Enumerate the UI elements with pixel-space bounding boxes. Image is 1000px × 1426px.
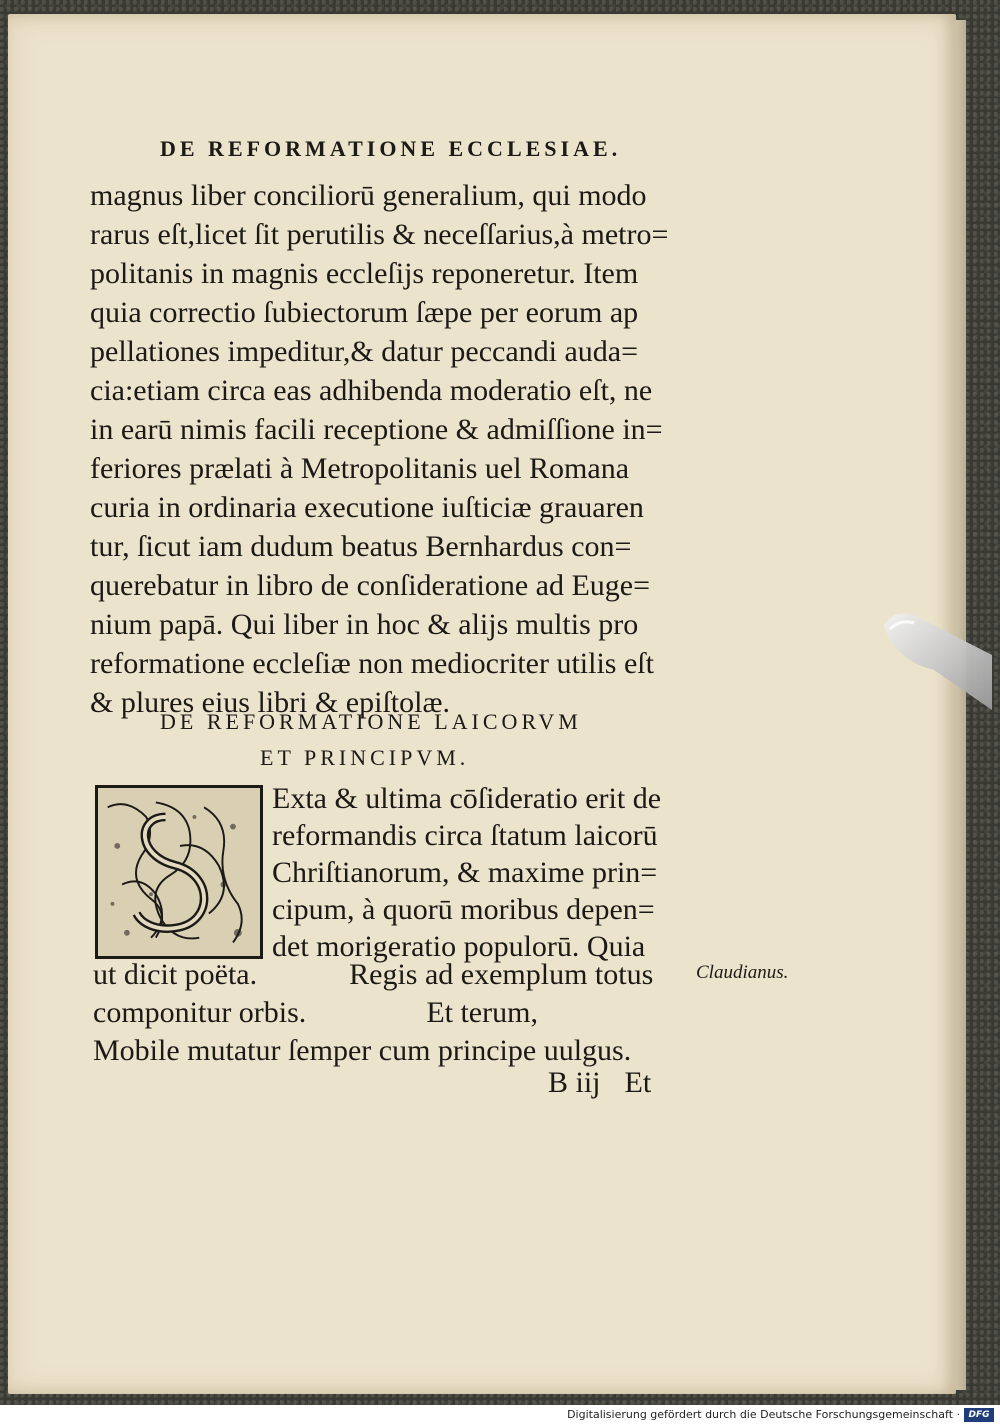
text-line: in earū nimis facili receptione & admiſſione in= (90, 413, 663, 446)
text-line: quia correctio ſubiectorum ſæpe per eorum ap (90, 296, 639, 329)
text-line: cia:etiam circa eas adhibenda moderatio eſt, ne (90, 374, 653, 407)
footer-bar (0, 1405, 1000, 1426)
text-line: pellationes impeditur,& datur peccandi auda= (90, 335, 639, 368)
text-line: curia in ordinaria executione iuſticiæ grauaren (90, 491, 644, 524)
catchword: Et (624, 1066, 652, 1099)
dfg-logo: DFG (964, 1408, 994, 1422)
text-line: reformatione eccleſiæ non mediocriter utilis eſt (90, 647, 654, 680)
text-fragment: ut dicit poëta. (93, 958, 258, 991)
text-line: rarus eſt,licet ſit perutilis & neceſſarius,à metro= (90, 218, 669, 251)
paragraph-2 (272, 780, 702, 965)
running-header: DE REFORMATIONE ECCLESIAE. (160, 136, 622, 161)
verse-fragment: Regis ad exemplum totus (349, 958, 654, 991)
text-line: det morigeratio populorū. Quia (272, 930, 646, 963)
section-title-line: DE REFORMATIONE LAICORVM (160, 709, 582, 734)
text-fragment: Et terum, (426, 996, 538, 1029)
glass-clip (872, 605, 992, 715)
text-line (93, 994, 693, 1032)
text-line: Chriſtianorum, & maxime prin= (272, 856, 658, 889)
verse-line: Mobile mutatur ſemper cum principe uulgus. (93, 1034, 632, 1067)
decorated-initial-s-woodcut (95, 785, 263, 959)
text-line: tur, ſicut iam dudum beatus Bernhardus con= (90, 530, 632, 563)
funding-credit: Digitalisierung gefördert durch die Deutsche Forschungsgemeinschaft · (567, 1408, 960, 1421)
paragraph-3 (93, 956, 693, 1070)
text-line: reformandis circa ſtatum laicorū (272, 819, 658, 852)
signature-line (548, 1066, 651, 1100)
signature-mark: B iij (548, 1066, 601, 1099)
section-title-line: ET PRINCIPVM. (260, 745, 470, 770)
text-line (93, 956, 693, 994)
verse-fragment: componitur orbis. (93, 996, 307, 1029)
text-line: feriores prælati à Metropolitanis uel Romana (90, 452, 630, 485)
text-line: Exta & ultima cōſideratio erit de (272, 782, 662, 815)
text-line: politanis in magnis eccleſijs reponeretur. Item (90, 257, 639, 290)
text-line: querebatur in libro de conſideratione ad Euge= (90, 569, 651, 602)
text-line: magnus liber conciliorū generalium, qui modo (90, 179, 647, 212)
marginal-note: Claudianus. (696, 962, 789, 983)
paragraph-1 (90, 176, 700, 722)
section-title (160, 704, 690, 776)
text-line: & plures eius libri & epiſtolæ. (90, 686, 450, 719)
text-line: cipum, à quorū moribus depen= (272, 893, 655, 926)
text-line: nium papā. Qui liber in hoc & alijs multis pro (90, 608, 639, 641)
